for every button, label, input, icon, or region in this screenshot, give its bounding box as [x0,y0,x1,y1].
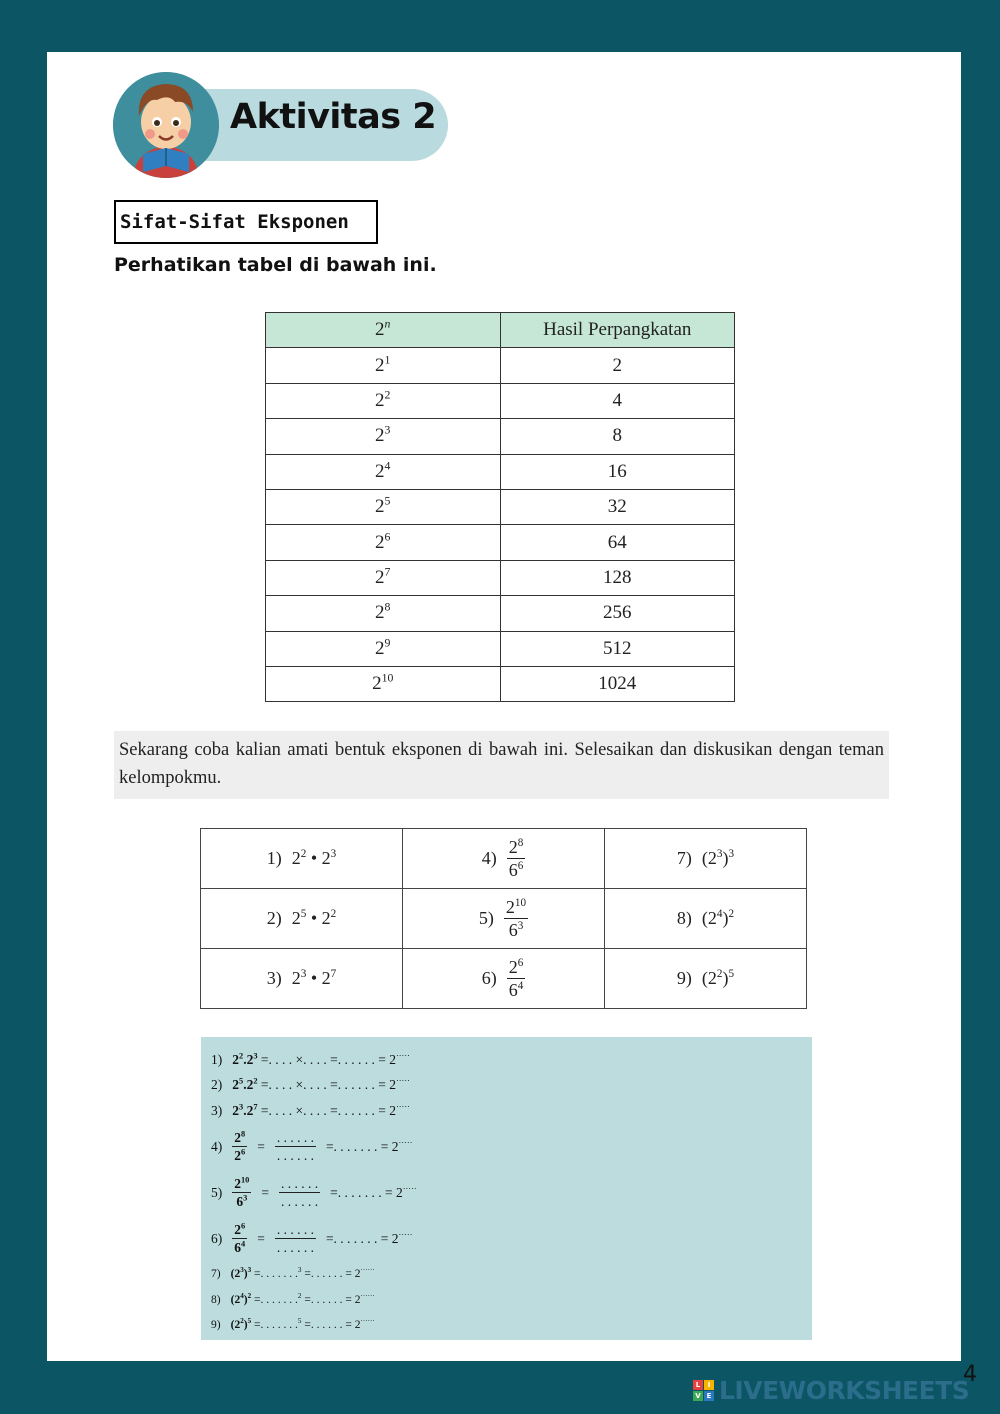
power-cell: $2^1$ [266,348,501,383]
power-cell: $2^2$ [266,383,501,418]
answer-row-2[interactable]: 2) $2^5.2^2$ =. . . . ×. . . . =. . . . . . = 2····· [211,1076,410,1093]
answer-row-6[interactable]: 6) $\frac{2^6}{6^4}$ = $\frac{. . . . . .}{. . . . . .}$ =. . . . . . . = 2····· [211,1221,413,1255]
exercise-5: 5) $\frac{2^{10}}{6^3}$ [403,889,605,949]
value-cell: 512 [500,631,735,666]
table-row [266,489,735,524]
value-cell: 16 [500,454,735,489]
table-row [266,348,735,383]
answer-row-7[interactable]: 7) $(2^3)^3$ =. . . . . . .$^3$ =. . . . . . = 2······ [211,1266,375,1281]
page-title: Aktivitas 2 [230,97,437,137]
answer-row-1[interactable]: 1) $2^2.2^3$ =. . . . ×. . . . =. . . . . . = 2····· [211,1051,410,1067]
exercise-7: 7) $(2^3)^3$ [605,829,807,889]
value-cell: 128 [500,560,735,595]
exercise-row [201,889,807,949]
table-row [266,631,735,666]
power-cell: $2^8$ [266,596,501,631]
student-reading-avatar [113,72,219,178]
exercise-2: 2) $2^5$ • $2^2$ [201,889,403,949]
table-row [266,666,735,701]
answer-row-8[interactable]: 8) $(2^4)^2$ =. . . . . . .$^2$ =. . . . . . = 2······ [211,1291,375,1306]
answer-row-5[interactable]: 5) $\frac{2^{10}}{6^3}$ = $\frac{. . . . . .}{. . . . . .}$ =. . . . . . . = 2····· [211,1175,417,1209]
answer-row-3[interactable]: 3) $2^3.2^7$ =. . . . ×. . . . =. . . . . . = 2····· [211,1102,410,1118]
value-cell: 256 [500,596,735,631]
power-cell: $2^6$ [266,525,501,560]
power-cell: $2^{10}$ [266,666,501,701]
power-cell: $2^3$ [266,419,501,454]
liveworksheets-logo [693,1376,969,1405]
exercise-row [201,949,807,1009]
header-base: 2$^n$ [266,313,501,348]
exercise-3: 3) $2^3$ • $2^7$ [201,949,403,1009]
exercise-8: 8) $(2^4)^2$ [605,889,807,949]
instruction-text: Perhatikan tabel di bawah ini. [114,254,437,276]
exercise-9: 9) $(2^2)^5$ [605,949,807,1009]
value-cell: 32 [500,489,735,524]
table-row [266,383,735,418]
value-cell: 2 [500,348,735,383]
logo-text: LIVEWORKSHEETS [719,1376,970,1405]
power-cell: $2^9$ [266,631,501,666]
exercise-6: 6) $\frac{2^6}{6^4}$ [403,949,605,1009]
exercise-4: 4) $\frac{2^8}{6^6}$ [403,829,605,889]
answer-area [201,1037,812,1340]
header-result: Hasil Perpangkatan [500,313,735,348]
table-row [266,596,735,631]
answer-row-4[interactable]: 4) $\frac{2^8}{2^6}$ = $\frac{. . . . . .}{. . . . . .}$ =. . . . . . . = 2····· [211,1129,413,1163]
instruction-note: Sekarang coba kalian amati bentuk eksponen di bawah ini. Selesaikan dan diskusikan dengan teman kelompokmu. [114,731,889,799]
page-number: 4 [963,1362,977,1387]
table-header-row [266,313,735,348]
value-cell: 1024 [500,666,735,701]
table-row [266,419,735,454]
power-cell: $2^5$ [266,489,501,524]
power-cell: $2^7$ [266,560,501,595]
section-label: Sifat-Sifat Eksponen [114,200,378,244]
exercise-grid [200,828,807,1009]
answer-row-9[interactable]: 9) $(2^2)^5$ =. . . . . . .$^5$ =. . . . . . = 2······ [211,1317,375,1332]
power-cell: $2^4$ [266,454,501,489]
exercise-row [201,829,807,889]
logo-grid-icon: L I V E [693,1380,714,1401]
exercise-1: 1) $2^2$ • $2^3$ [201,829,403,889]
value-cell: 4 [500,383,735,418]
powers-table [265,312,735,702]
value-cell: 64 [500,525,735,560]
table-row [266,560,735,595]
table-row [266,454,735,489]
table-row [266,525,735,560]
value-cell: 8 [500,419,735,454]
